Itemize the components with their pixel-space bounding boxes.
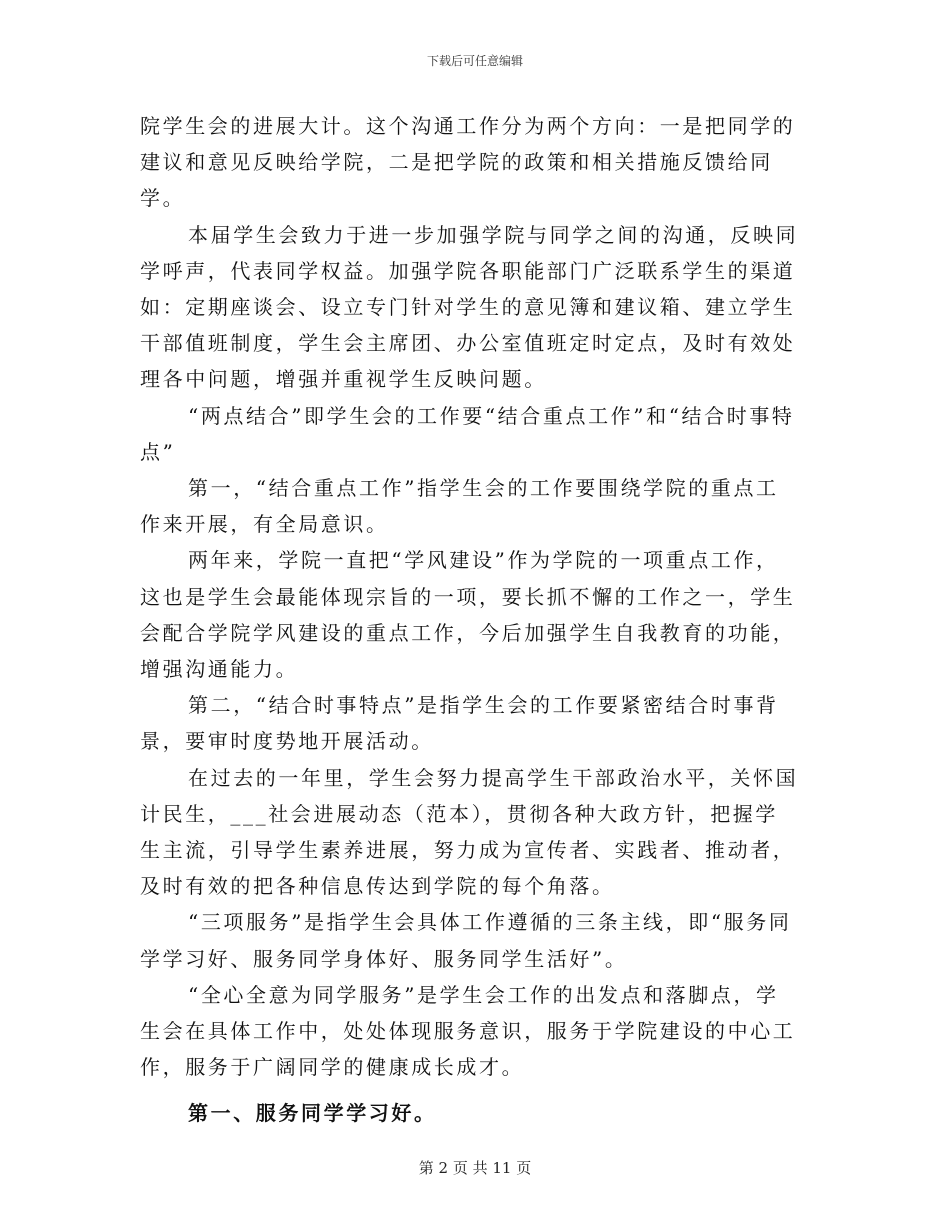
page-header: 下载后可任意编辑 <box>426 54 523 68</box>
paragraph-7: 在过去的一年里，学生会努力提高学生干部政治水平，关怀国计民生，___社会进展动态（范本），贯彻各种大政方针，把握学生主流，引导学生素养进展，努力成为宣传者、实践者、推动者，及时有效的把各种信息传达到学院的每个角落。 <box>140 765 799 899</box>
paragraph-9: “全心全意为同学服务”是学生会工作的出发点和落脚点，学生会在具体工作中，处处体现服务意识，服务于学院建设的中心工作，服务于广阔同学的健康成长成才。 <box>140 982 796 1080</box>
section-heading: 第一、服务同学学习好。 <box>188 1101 437 1126</box>
paragraph-5: 两年来，学院一直把“学风建设”作为学院的一项重点工作，这也是学生会最能体现宗旨的一项，要长抓不懈的工作之一，学生会配合学院学风建设的重点工作，今后加强学生自我教育的功能，增强沟通能力。 <box>140 548 796 682</box>
page-footer: 第 2 页 共 11 页 <box>418 1159 532 1177</box>
paragraph-8: “三项服务”是指学生会具体工作遵循的三条主线，即“服务同学学习好、服务同学身体好、服务同学生活好”。 <box>140 910 792 971</box>
paragraph-3: “两点结合”即学生会的工作要“结合重点工作”和“结合时事特点” <box>140 403 795 464</box>
paragraph-1: 院学生会的进展大计。这个沟通工作分为两个方向：一是把同学的建议和意见反映给学院，二是把学院的政策和相关措施反馈给同学。 <box>140 114 796 211</box>
paragraph-2: 本届学生会致力于进一步加强学院与同学之间的沟通，反映同学呼声，代表同学权益。加强学院各职能部门广泛联系学生的渠道如：定期座谈会、设立专门针对学生的意见簿和建议箱、建立学生干部值班制度，学生会主席团、办公室值班定时定点，及时有效处理各中问题，增强并重视学生反映问题。 <box>140 222 799 392</box>
paragraph-4: 第一，“结合重点工作”指学生会的工作要围绕学院的重点工作来开展，有全局意识。 <box>140 476 779 537</box>
document-body <box>140 108 800 1132</box>
paragraph-6: 第二，“结合时事特点”是指学生会的工作要紧密结合时事背景，要审时度势地开展活动。 <box>140 693 779 754</box>
